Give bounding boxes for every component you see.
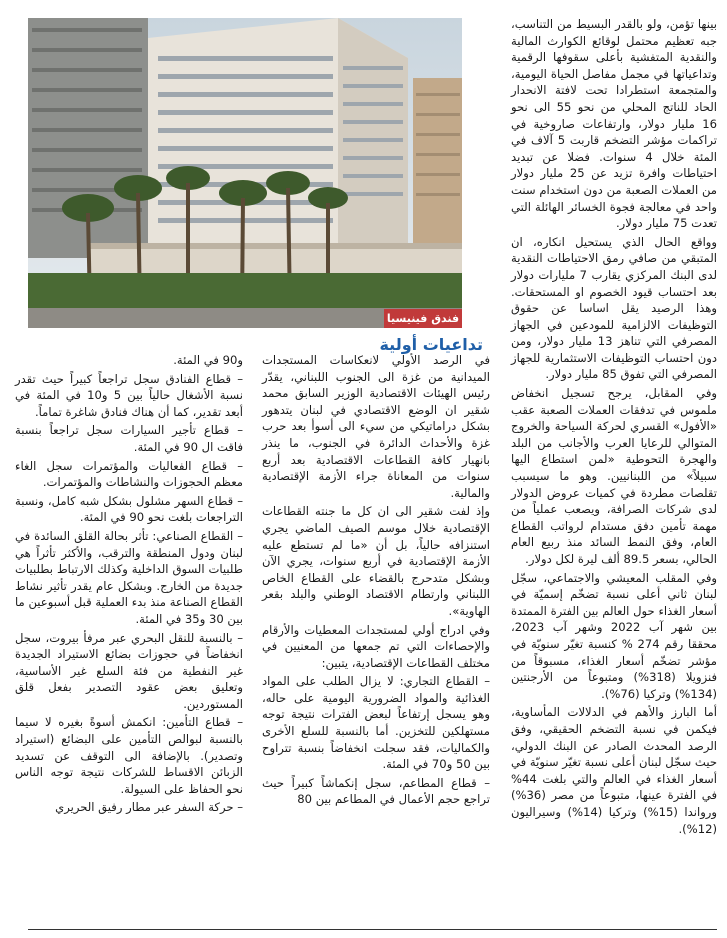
paragraph: بينها تؤمن، ولو بالقدر البسيط من التناسب، جبه تعظيم محتمل لوقائع الكوارث المالية والنقدية المتفشية بأعلى سقوفها الرقمية وتداعياتها في مجمل مفاصل الحياة اليومية، والمتجمعة استطرادا تحت لافتة الانحدار الحاد للناتج المحلي من نحو 55 الى نحو 16 مليار دولار، وارتفاعات صاروخية في تراكمات مؤشر التضخم قاربت 5 آلاف في المئة خلال 4 سنوات. فضلا عن تبديد احتياطات وافرة تزيد عن 25 مليار دولار من العملات الصعبة من دون استخدام سنت واحد في معالجة فجوة الخسائر الهائلة التي تعدت 75 مليار دولار. [511,17,717,231]
paragraph: – حركة السفر عبر مطار رفيق الحريري [55,800,243,815]
article-column-right [511,16,717,837]
paragraph: – بالنسبة للنقل البحري عبر مرفأ بيروت، سجل انخفاضاً في حجوزات بضائع الاستيراد الجديدة غير النفطية من فئة السلع غير الأساسية، وتعليق بعض عقود التصدير بفعل قلق المستوردين. [15,630,243,711]
paragraph: – قطاع السهر مشلول بشكل شبه كامل، ونسبة التراجعات بلغت نحو 90 في المئة. [15,493,243,525]
paragraph: في الرصد الأولي لانعكاسات المستجدات الميدانية من غزة الى الجنوب اللبناني، يقدّر رئيس الهيئات الاقتصادية الوزير السابق محمد شقير ان الوضع الاقتصادي في لبنان يتدهور بشكل دراماتيكي من سيء الى أسوأ بعد حرب غزة والأحداث الدائرة في الجنوب، ما ينذر بانهيار كافة القطاعات الاقتصادية بعد أربع سنوات من المعاناة جراء الأزمة الإقتصادية والمالية. [262,353,490,500]
paragraph: – القطاع الصناعي: تأثر بحالة القلق السائدة في لبنان ودول المنطقة والترقب، والأكثر تأثراً هي طلبيات السوق الداخلية وكذلك الارتباط بطلبيات جديدة من الخارج. وبشكل عام يقدر تأثير نشاط القطاع الصناعة منذ بدء العملية قبل أسبوعين ما بين 30 و35 في المئة. [15,528,243,626]
paragraph: و90 في المئة. [173,353,243,367]
section-heading: تداعيات أولية [379,335,483,354]
paragraph: وفي ادراج أولي لمستجدات المعطيات والأرقام والإحصاءات التي تم جمعها من المعنيين في مختلف القطاعات الإقتصادية، يتبين: [262,622,490,670]
paragraph: أما البارز والأهم في الدلالات المأساوية، فيكمن في نسبة التضخم الحقيقي، وفق الرصد المحدث الصادر عن البنك الدولي، حيث سجّل لبنان أعلى نسبة تغيّر سنويّة في أسعار الغذاء في العالم والتي بلغت 44% في الفترة عينها، متبوعاً من مصر (36%) ورواندا (15%) وتركيا (14%) وسيراليون (12%). [511,705,717,836]
footer-rule [28,929,717,930]
paragraph: – قطاع تأجير السيارات سجل تراجعاً بنسبة فاقت ال 90 في المئة. [15,423,243,454]
paragraph: وإذ لفت شقير الى ان كل ما جنته القطاعات الإقتصادية خلال موسم الصيف الماضي يجري استنزافه حالياً، بل أن «ما لم تستطع عليه الأزمة الإقتصادية في أربع سنوات، يجري الآن وبشكل متدحرج بالقضاء على القطاع الخاص اللبناني وارتطام الاقتصاد الوطني والبلد بقعر الهاوية». [262,504,490,618]
paragraph: وواقع الحال الذي يستحيل انكاره، ان المتبقي من صافي رمق الاحتياطات النقدية لدى البنك المركزي يقارب 7 مليارات دولار بعد احتساب قيود الخصوم او المستحقات. وهذا الرصيد يقل اساسا عن حقوق التوظيفات الالزامية للمودعين في الجهاز المصرفي التي تناهز 13 مليار دولار، ومن دون احتساب التوظيفات الاستثمارية للجهاز المصرفي التي تفوق 85 مليار دولار. [511,234,717,382]
paragraph: – قطاع التأمين: انكمش أسوةً بغيره لا سيما بالنسبة لبوالص التأمين على البضائع (استيراد وتصدير). بالإضافة الى التوقف عن تسديد الزبائن الاقساط للشركات نتيجة توجه الناس نحو الحفاظ على السيولة. [15,715,243,796]
photo-caption: فندق فينيسيا [384,309,462,328]
paragraph: وفي المقلب المعيشي والاجتماعي، سجّل لبنان ثاني أعلى نسبة تضخّم إسميّة في أسعار الغذاء حول العالم بين الفترة الممتدة بين شهر آب 2022 وشهر آب 2023، محققا رقم 274 % كنسبة تغيّر سنويّة في مؤشر تضخّم أسعار الغذاء، مسبوقاً من فنزويلا (318%) ومتبوعاً من الأرجنتين (134%) وتركيا (76%). [511,570,718,701]
article-column-left [15,352,243,816]
paragraph: – قطاع المطاعم، سجل إنكماشاً كبيراً حيث تراجع حجم الأعمال في المطاعم بين 80 [262,775,490,807]
hotel-photo [28,18,462,328]
paragraph: – قطاع الفعاليات والمؤتمرات سجل الغاء معظم الحجوزات والنشاطات والمؤتمرات. [15,458,243,490]
paragraph: – قطاع الفنادق سجل تراجعاً كبيراً حيث تقدر نسبة الأشغال حالياً بين 5 و10 في المئة في أبعد تقدير، كما أن هناك فنادق شاغرة تماماً. [15,371,243,419]
paragraph: وفي المقابل، يرجح تسجيل انخفاض ملموس في تدفقات العملات الصعبة عقب «الأفول» القسري لحركة السياحة والخروج المتوالي للرعايا العرب والأجانب من البلد والهجرة التحوطية «لمن استطاع اليها سبيلاً» من اللبنانيين. وهو ما سيسبب تقلصات مطردة في كميات عروض الدولار لدى شركات الصرافة، ويصعب عملياً من مهمة تأمين دفق مستدام لرواتب القطاع العام، وفق النمط السائد منذ ربيع العام الحالي، بسعر 89.5 ألف ليرة لكل دولار. [511,386,717,566]
hotel-illustration [28,18,462,328]
article-column-middle [262,352,490,808]
paragraph: – القطاع التجاري: لا يزال الطلب على المواد الغذائية والمواد الضرورية اليومية على حاله، وهو يسجل إرتفاعاً لبعض الفترات نتيجة توجه مستهلكين للتخزين. أما بالنسبة للسلع الأخرى والكماليات، فقد سجلت انخفاضاً بنسبة تتراوح بين 50 و70 في المئة. [262,674,490,772]
